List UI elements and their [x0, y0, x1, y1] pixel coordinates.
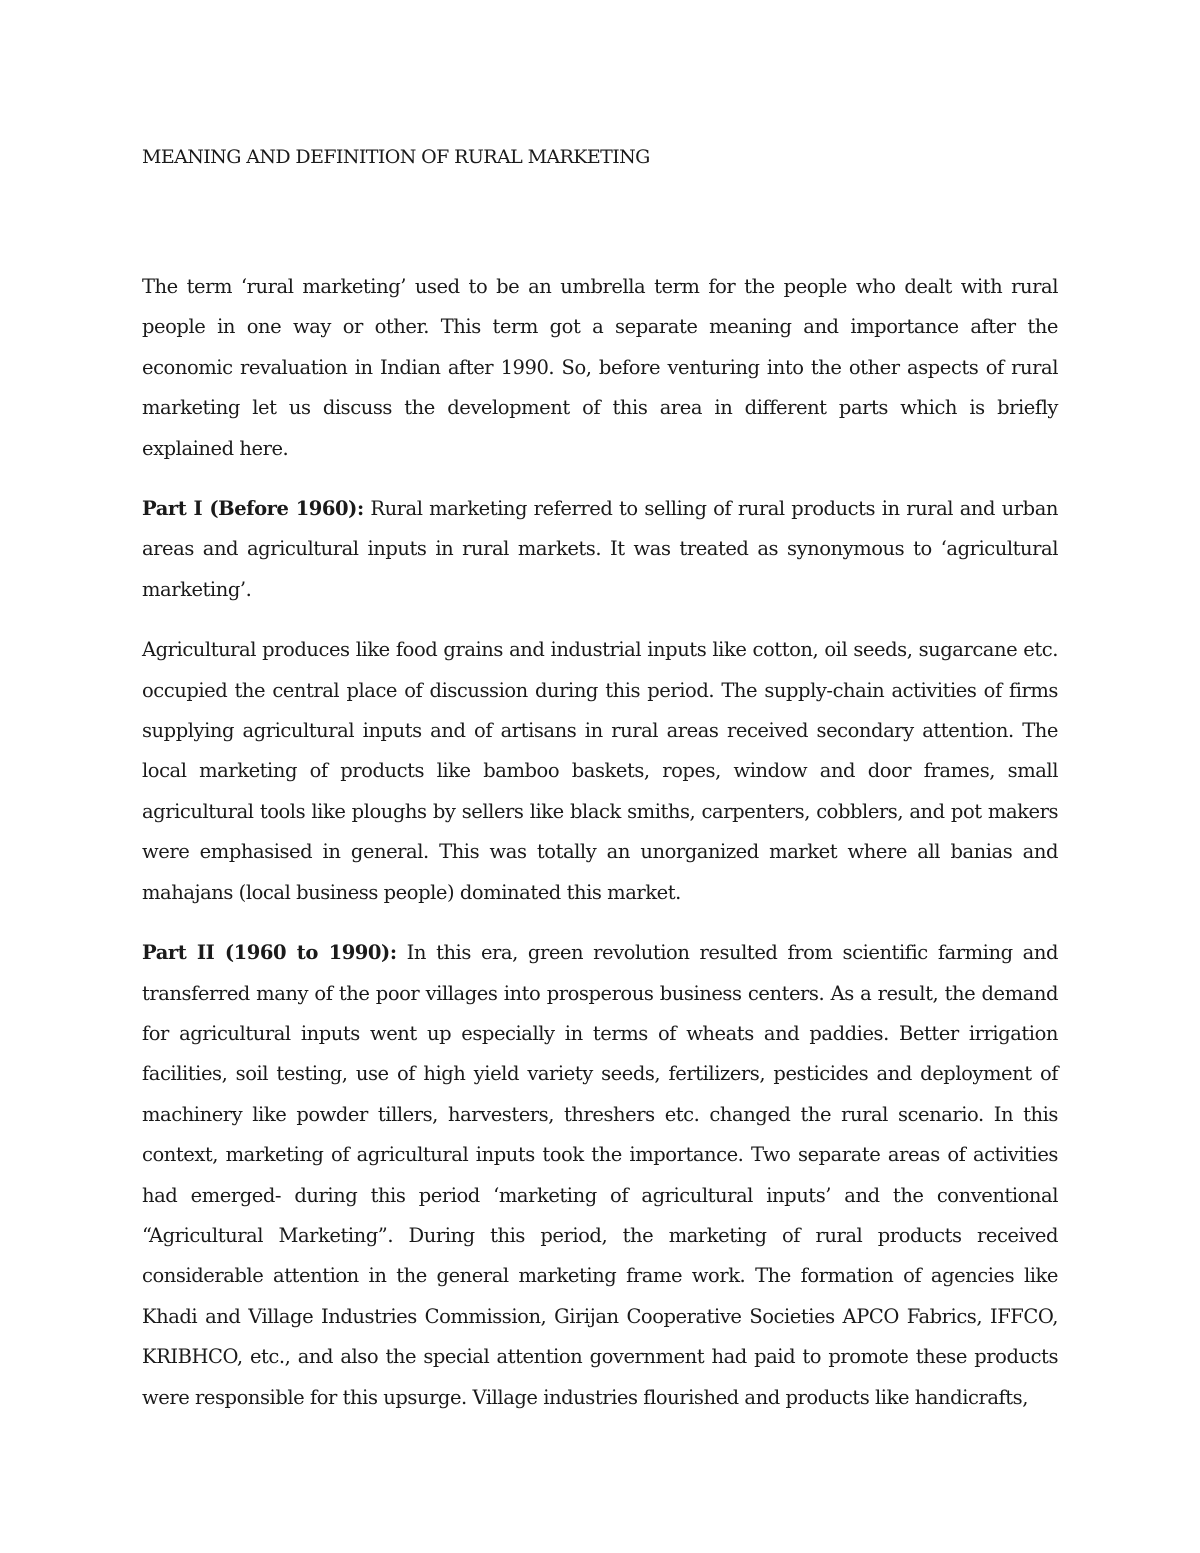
paragraph-text: The term ‘rural marketing’ used to be an umbrella term for the people who dealt with rural people in one way or other. This term got a separate meaning and importance after the economic revaluation in Indian after 1990. So, before venturing into the other aspects of rural marketing let us discuss the development of this area in different parts which is briefly explained here.	[142, 275, 1058, 460]
paragraph-part-two	[142, 933, 1058, 1418]
document-title: MEANING AND DEFINITION OF RURAL MARKETING	[142, 146, 650, 168]
paragraph-part-one	[142, 489, 1058, 610]
paragraph-text: Rural marketing referred to selling of rural products in rural and urban areas and agricultural inputs in rural markets. It was treated as synonymous to ‘agricultural marketing’.	[142, 497, 1058, 601]
paragraph-text: Agricultural produces like food grains and industrial inputs like cotton, oil seeds, sugarcane etc. occupied the central place of discussion during this period. The supply-chain activities of firms supplying agricultural inputs and of artisans in rural areas received secondary attention. The local marketing of products like bamboo baskets, ropes, window and door frames, small agricultural tools like ploughs by sellers like black smiths, carpenters, cobblers, and pot makers were emphasised in general. This was totally an unorganized market where all banias and mahajans (local business people) dominated this market.	[142, 638, 1058, 904]
paragraph-lead-heading: Part II (1960 to 1990):	[142, 941, 397, 965]
paragraph-intro	[142, 267, 1058, 469]
document-body	[142, 142, 1058, 1418]
paragraph-agricultural-produces	[142, 630, 1058, 913]
paragraph-text: In this era, green revolution resulted from scientific farming and transferred many of the poor villages into prosperous business centers. As a result, the demand for agricultural inputs went up especially in terms of wheats and paddies. Better irrigation facilities, soil testing, use of high yield variety seeds, fertilizers, pesticides and deployment of machinery like powder tillers, harvesters, threshers etc. changed the rural scenario. In this context, marketing of agricultural inputs took the importance. Two separate areas of activities had emerged- during this period ‘marketing of agricultural inputs’ and the conventional “Agricultural Marketing”. During this period, the marketing of rural products received considerable attention in the general marketing frame work. The formation of agencies like Khadi and Village Industries Commission, Girijan Cooperative Societies APCO Fabrics, IFFCO, KRIBHCO, etc., and also the special attention government had paid to promote these products were responsible for this upsurge. Village industries flourished and products like handicrafts,	[142, 941, 1058, 1409]
paragraph-lead-heading: Part I (Before 1960):	[142, 497, 364, 521]
